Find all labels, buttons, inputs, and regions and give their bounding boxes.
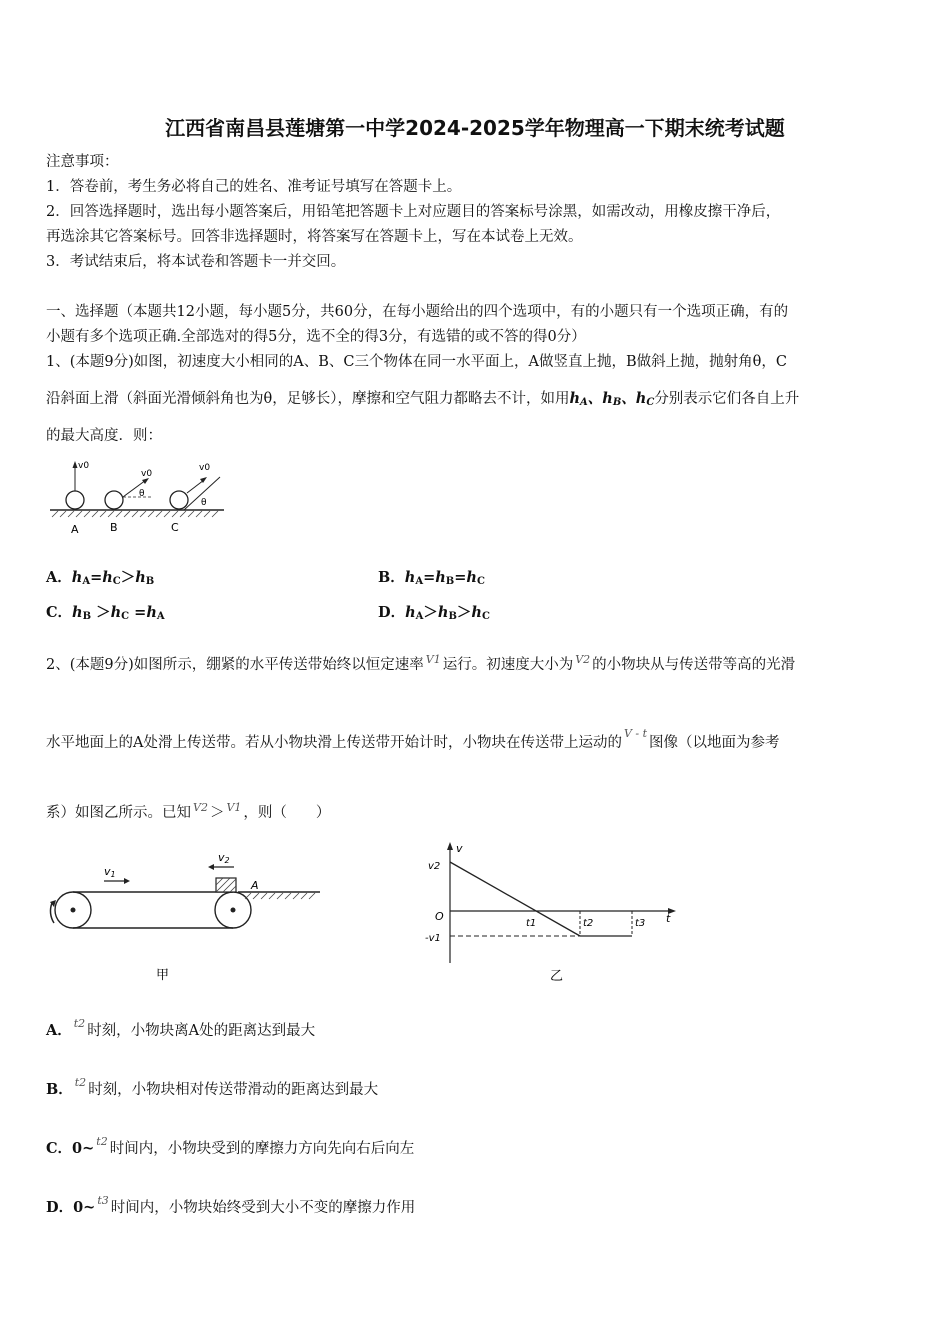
q2-option-a[interactable] xyxy=(46,1014,315,1041)
q1-line-2 xyxy=(46,389,799,413)
q2-option-d-prefix: D．0~ xyxy=(46,1199,96,1216)
vt-graph xyxy=(420,838,690,988)
q2-line-1 xyxy=(46,650,795,675)
q2-option-c-text: 时间内，小物块受到的摩擦力方向先向右后向左 xyxy=(109,1141,415,1157)
ball-c xyxy=(170,491,188,509)
svg-text:A: A xyxy=(251,879,259,892)
q2-line-3-b: ＞ xyxy=(209,805,225,821)
sym-v2: V2 xyxy=(575,653,591,666)
label-b: B xyxy=(110,521,118,534)
q2-option-c-symbol: t2 xyxy=(96,1135,108,1148)
q1-line-2-end: 分别表示它们各自上升 xyxy=(654,391,800,407)
q2-line-2-b: 图像（以地面为参考 xyxy=(649,735,780,751)
sym-vt: V - t xyxy=(623,727,648,740)
v-axis-label: v xyxy=(456,842,463,855)
label-theta-c: θ xyxy=(201,498,207,508)
block xyxy=(216,878,236,892)
neg-v1-label: -v1 xyxy=(425,933,441,944)
q2-line-2 xyxy=(46,724,780,753)
label-v0-c: v0 xyxy=(199,463,211,473)
note-1: 1．答卷前，考生务必将自己的姓名、准考证号填写在答题卡上。 xyxy=(46,179,462,195)
q2-line-1-a: 2、(本题9分)如图所示，绷紧的水平传送带始终以恒定速率 xyxy=(46,657,424,673)
label-a: A xyxy=(71,523,79,536)
q2-option-c[interactable] xyxy=(46,1132,414,1159)
q2-line-2-a: 水平地面上的A处滑上传送带。若从小物块滑上传送带开始计时，小物块在传送带上运动的 xyxy=(46,735,622,751)
q2-option-b-prefix: B． xyxy=(46,1081,73,1098)
q2-option-c-prefix: C．0~ xyxy=(46,1140,95,1157)
ball-b xyxy=(105,491,123,509)
q2-option-d-text: 时间内，小物块始终受到大小不变的摩擦力作用 xyxy=(110,1200,416,1216)
q2-line-1-c: 的小物块从与传送带等高的光滑 xyxy=(592,657,796,673)
q1-option-d[interactable]: D．$h_A>h_B>h_C$ xyxy=(378,604,490,622)
q1-height-symbols: $h_A$、$h_B$、$h_C$ xyxy=(569,390,655,408)
q2-line-3-a: 系）如图乙所示。已知 xyxy=(46,805,191,821)
q1-line-1: 1、(本题9分)如图，初速度大小相同的A、B、C三个物体在同一水平面上，A做竖直上抛，B做斜上抛，抛射角θ，C xyxy=(46,354,787,370)
note-3: 3．考试结束后，将本试卷和答题卡一并交回。 xyxy=(46,254,346,270)
q2-line-3-c: ，则（ ） xyxy=(243,805,331,821)
origin-label: O xyxy=(435,910,444,923)
label-c: C xyxy=(171,521,179,534)
t-axis-label: t xyxy=(666,912,671,925)
q1-figure xyxy=(44,455,234,540)
label-v0-b: v0 xyxy=(141,469,153,479)
t1-label: t1 xyxy=(526,918,537,929)
svg-text:v2: v2 xyxy=(218,851,230,865)
ball-a xyxy=(66,491,84,509)
label-theta-b: θ xyxy=(139,489,145,499)
notes-heading: 注意事项： xyxy=(46,154,119,170)
v2-label: v2 xyxy=(428,861,441,872)
q2-option-b[interactable] xyxy=(46,1073,378,1100)
label-jia: 甲 xyxy=(156,968,170,983)
velocity-line-decel xyxy=(450,862,580,936)
t3-label: t3 xyxy=(635,918,646,929)
label-yi: 乙 xyxy=(550,969,564,984)
q1-option-a[interactable]: A．$h_A=h_C>h_B$ xyxy=(46,569,155,587)
q2-option-a-symbol: t2 xyxy=(73,1017,86,1030)
label-v0-a: v0 xyxy=(78,461,90,471)
note-2-line-2: 再选涂其它答案标号。回答非选择题时，将答案写在答题卡上，写在本试卷上无效。 xyxy=(46,229,583,245)
q2-option-b-symbol: t2 xyxy=(74,1076,87,1089)
conveyor-figure xyxy=(40,845,330,985)
sym-v2-b: V2 xyxy=(193,801,208,814)
q1-option-c[interactable]: C．$h_B >h_C =h_A$ xyxy=(46,604,165,622)
q1-line-2-start: 沿斜面上滑（斜面光滑倾斜角也为θ，足够长），摩擦和空气阻力都略去不计，如用 xyxy=(46,391,570,407)
q1-option-b[interactable]: B．$h_A=h_B=h_C$ xyxy=(378,569,485,587)
svg-text:v1: v1 xyxy=(104,865,116,879)
q2-line-3 xyxy=(46,798,330,823)
q2-option-a-prefix: A． xyxy=(46,1022,72,1039)
q2-option-d-symbol: t3 xyxy=(97,1194,109,1207)
q2-option-a-text: 时刻，小物块离A处的距离达到最大 xyxy=(87,1023,316,1039)
q2-option-b-text: 时刻，小物块相对传送带滑动的距离达到最大 xyxy=(88,1082,379,1098)
t2-label: t2 xyxy=(583,918,594,929)
note-2-line-1: 2．回答选择题时，选出每小题答案后，用铅笔把答题卡上对应题目的答案标号涂黑，如需改动，用橡皮擦干净后， xyxy=(46,204,781,220)
section-intro-line-2: 小题有多个选项正确.全部选对的得5分，选不全的得3分，有选错的或不答的得0分） xyxy=(46,329,586,345)
q2-line-1-b: 运行。初速度大小为 xyxy=(442,657,574,673)
page-title: 江西省南昌县莲塘第一中学2024-2025学年物理高一下期末统考试题 xyxy=(165,116,785,140)
q2-option-d[interactable] xyxy=(46,1191,415,1218)
section-intro-line-1: 一、选择题（本题共12小题，每小题5分，共60分，在每小题给出的四个选项中，有的小题只有一个选项正确，有的 xyxy=(46,304,789,320)
sym-v1: V1 xyxy=(425,653,441,666)
sym-v1-b: V1 xyxy=(226,801,242,814)
q1-line-3: 的最大高度．则： xyxy=(46,428,162,444)
